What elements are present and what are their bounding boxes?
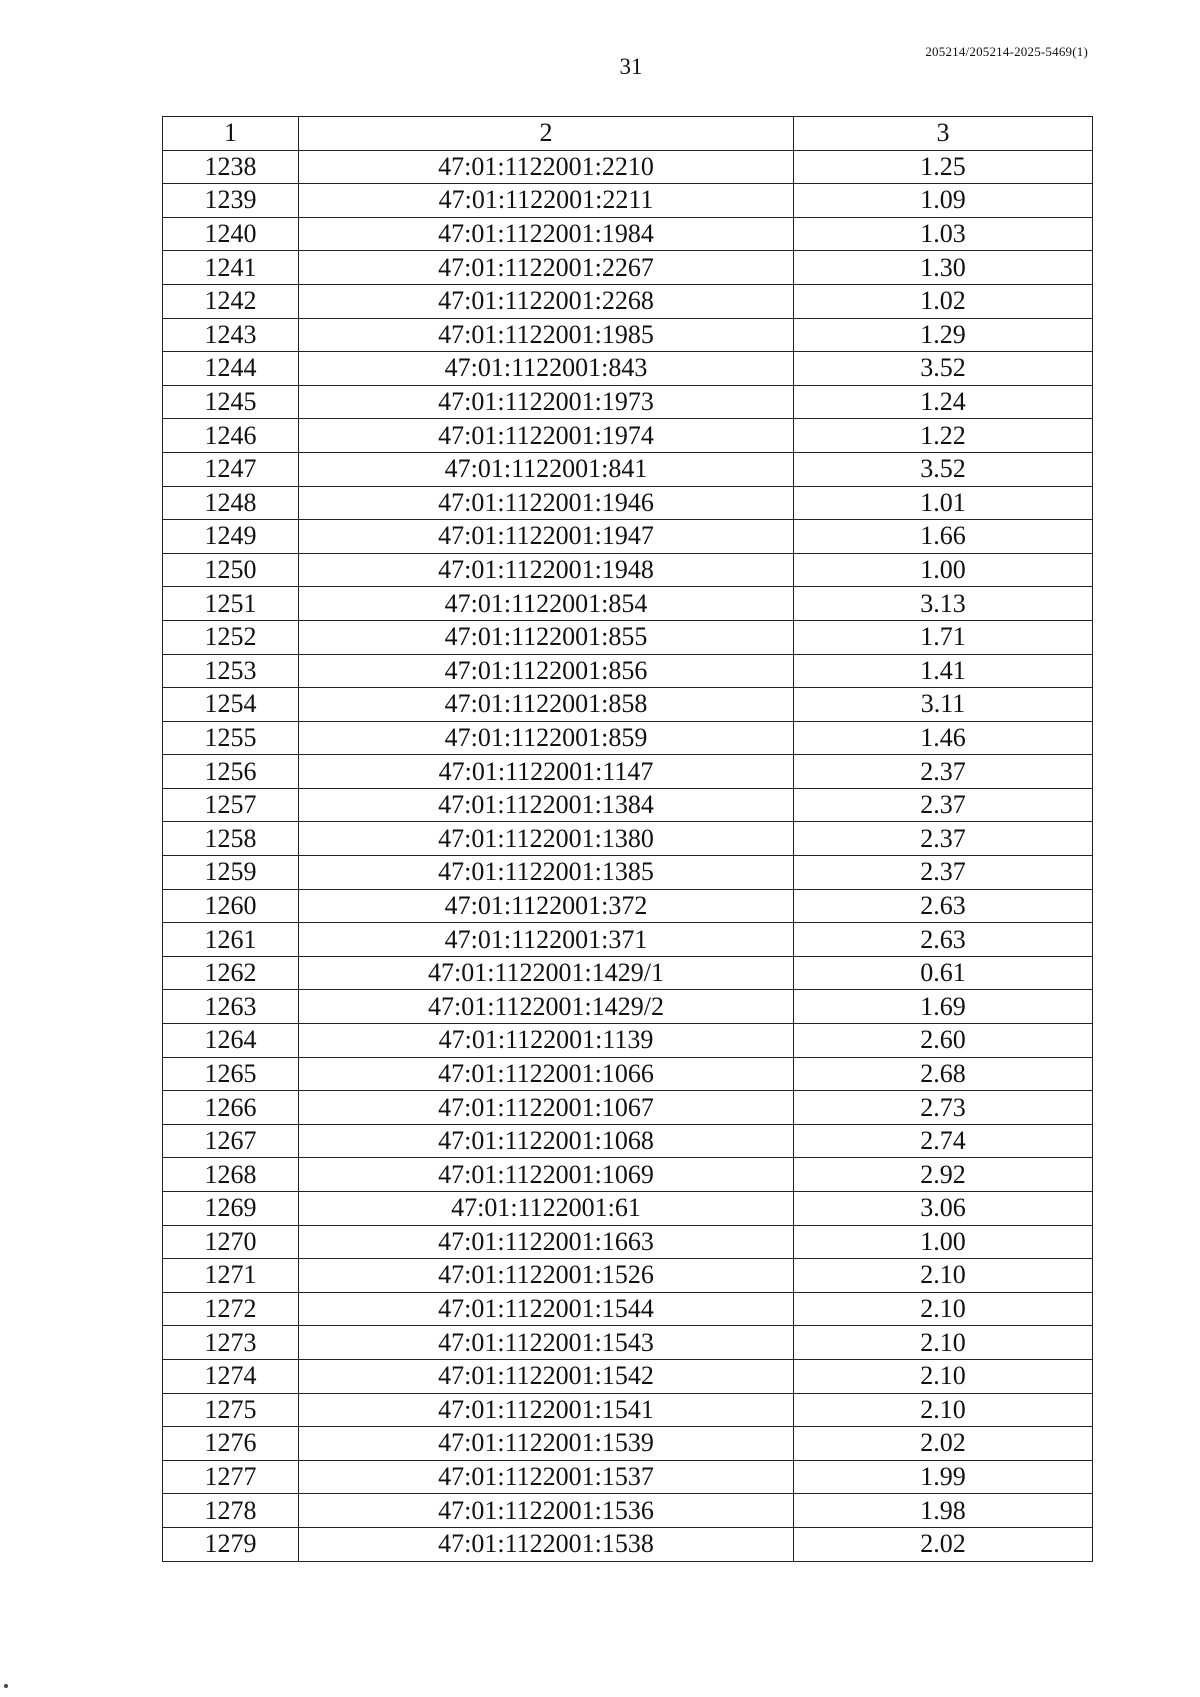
cadastral-number-cell: 47:01:1122001:1663 [299,1225,794,1259]
cadastral-number-cell: 47:01:1122001:2210 [299,150,794,184]
table-row [163,251,1093,285]
row-number-cell: 1242 [163,284,299,318]
row-number-cell: 1248 [163,486,299,520]
value-cell: 1.66 [794,520,1093,554]
value-cell: 3.52 [794,352,1093,386]
value-cell: 1.24 [794,385,1093,419]
column-header-2: 2 [299,117,794,151]
cadastral-number-cell: 47:01:1122001:1526 [299,1259,794,1293]
table-row [163,1225,1093,1259]
cadastral-number-cell: 47:01:1122001:1429/2 [299,990,794,1024]
value-cell: 3.52 [794,452,1093,486]
table-row [163,788,1093,822]
cadastral-number-cell: 47:01:1122001:1946 [299,486,794,520]
cadastral-number-cell: 47:01:1122001:371 [299,923,794,957]
cadastral-number-cell: 47:01:1122001:1537 [299,1460,794,1494]
table-row [163,1292,1093,1326]
row-number-cell: 1267 [163,1124,299,1158]
cadastral-number-cell: 47:01:1122001:1147 [299,755,794,789]
row-number-cell: 1251 [163,587,299,621]
row-number-cell: 1240 [163,217,299,251]
row-number-cell: 1268 [163,1158,299,1192]
row-number-cell: 1265 [163,1057,299,1091]
value-cell: 3.06 [794,1192,1093,1226]
value-cell: 1.71 [794,620,1093,654]
value-cell: 2.63 [794,889,1093,923]
row-number-cell: 1277 [163,1460,299,1494]
value-cell: 1.00 [794,553,1093,587]
row-number-cell: 1250 [163,553,299,587]
row-number-cell: 1254 [163,688,299,722]
row-number-cell: 1241 [163,251,299,285]
table-row [163,1326,1093,1360]
row-number-cell: 1249 [163,520,299,554]
table-row [163,184,1093,218]
value-cell: 2.37 [794,856,1093,890]
row-number-cell: 1243 [163,318,299,352]
cadastral-number-cell: 47:01:1122001:1984 [299,217,794,251]
value-cell: 2.68 [794,1057,1093,1091]
row-number-cell: 1259 [163,856,299,890]
row-number-cell: 1274 [163,1359,299,1393]
row-number-cell: 1257 [163,788,299,822]
row-number-cell: 1263 [163,990,299,1024]
column-header-1: 1 [163,117,299,151]
value-cell: 1.01 [794,486,1093,520]
table-header-row [163,117,1093,151]
value-cell: 1.46 [794,721,1093,755]
row-number-cell: 1247 [163,452,299,486]
cadastral-number-cell: 47:01:1122001:1384 [299,788,794,822]
table-row [163,856,1093,890]
value-cell: 2.37 [794,788,1093,822]
data-table [162,116,1093,1562]
row-number-cell: 1260 [163,889,299,923]
value-cell: 2.10 [794,1292,1093,1326]
table-row [163,385,1093,419]
page-number: 31 [619,54,643,79]
value-cell: 1.99 [794,1460,1093,1494]
cadastral-number-cell: 47:01:1122001:1068 [299,1124,794,1158]
row-number-cell: 1272 [163,1292,299,1326]
value-cell: 2.37 [794,822,1093,856]
table-row [163,654,1093,688]
row-number-cell: 1264 [163,1024,299,1058]
cadastral-number-cell: 47:01:1122001:1539 [299,1427,794,1461]
row-number-cell: 1273 [163,1326,299,1360]
value-cell: 2.10 [794,1326,1093,1360]
value-cell: 1.00 [794,1225,1093,1259]
table-row [163,1527,1093,1561]
value-cell: 1.29 [794,318,1093,352]
value-cell: 2.37 [794,755,1093,789]
value-cell: 3.11 [794,688,1093,722]
row-number-cell: 1275 [163,1393,299,1427]
cadastral-number-cell: 47:01:1122001:1947 [299,520,794,554]
cadastral-number-cell: 47:01:1122001:1544 [299,1292,794,1326]
row-number-cell: 1270 [163,1225,299,1259]
cadastral-number-cell: 47:01:1122001:1429/1 [299,956,794,990]
cadastral-number-cell: 47:01:1122001:1543 [299,1326,794,1360]
cadastral-number-cell: 47:01:1122001:61 [299,1192,794,1226]
table-row [163,419,1093,453]
table-row [163,1259,1093,1293]
value-cell: 2.02 [794,1427,1093,1461]
row-number-cell: 1245 [163,385,299,419]
row-number-cell: 1252 [163,620,299,654]
value-cell: 2.63 [794,923,1093,957]
table-row [163,721,1093,755]
table-row [163,990,1093,1024]
table-row [163,889,1093,923]
cadastral-number-cell: 47:01:1122001:854 [299,587,794,621]
cadastral-number-cell: 47:01:1122001:1948 [299,553,794,587]
table-row [163,1024,1093,1058]
row-number-cell: 1266 [163,1091,299,1125]
cadastral-number-cell: 47:01:1122001:1536 [299,1494,794,1528]
row-number-cell: 1238 [163,150,299,184]
cadastral-number-cell: 47:01:1122001:1067 [299,1091,794,1125]
table-row [163,352,1093,386]
cadastral-number-cell: 47:01:1122001:841 [299,452,794,486]
cadastral-number-cell: 47:01:1122001:1139 [299,1024,794,1058]
table-row [163,318,1093,352]
cadastral-number-cell: 47:01:1122001:2267 [299,251,794,285]
column-header-3: 3 [794,117,1093,151]
row-number-cell: 1239 [163,184,299,218]
row-number-cell: 1269 [163,1192,299,1226]
table-row [163,1192,1093,1226]
row-number-cell: 1278 [163,1494,299,1528]
table-row [163,1091,1093,1125]
cadastral-number-cell: 47:01:1122001:1985 [299,318,794,352]
value-cell: 2.73 [794,1091,1093,1125]
row-number-cell: 1256 [163,755,299,789]
cadastral-number-cell: 47:01:1122001:843 [299,352,794,386]
row-number-cell: 1253 [163,654,299,688]
table-row [163,1393,1093,1427]
value-cell: 1.09 [794,184,1093,218]
value-cell: 3.13 [794,587,1093,621]
value-cell: 1.02 [794,284,1093,318]
table-row [163,688,1093,722]
value-cell: 1.22 [794,419,1093,453]
row-number-cell: 1261 [163,923,299,957]
cadastral-number-cell: 47:01:1122001:1542 [299,1359,794,1393]
table-row [163,923,1093,957]
table-row [163,1158,1093,1192]
table-row [163,822,1093,856]
row-number-cell: 1262 [163,956,299,990]
value-cell: 1.69 [794,990,1093,1024]
cadastral-number-cell: 47:01:1122001:2211 [299,184,794,218]
cadastral-number-cell: 47:01:1122001:1974 [299,419,794,453]
value-cell: 1.41 [794,654,1093,688]
cadastral-number-cell: 47:01:1122001:2268 [299,284,794,318]
row-number-cell: 1258 [163,822,299,856]
value-cell: 1.03 [794,217,1093,251]
table-row [163,452,1093,486]
cadastral-number-cell: 47:01:1122001:1066 [299,1057,794,1091]
table-row [163,956,1093,990]
row-number-cell: 1244 [163,352,299,386]
cadastral-number-cell: 47:01:1122001:1541 [299,1393,794,1427]
table-row [163,1359,1093,1393]
table-row [163,284,1093,318]
cadastral-number-cell: 47:01:1122001:1069 [299,1158,794,1192]
value-cell: 0.61 [794,956,1093,990]
value-cell: 2.92 [794,1158,1093,1192]
table-row [163,486,1093,520]
value-cell: 2.74 [794,1124,1093,1158]
cadastral-number-cell: 47:01:1122001:856 [299,654,794,688]
table-row [163,1427,1093,1461]
table-row [163,755,1093,789]
value-cell: 1.25 [794,150,1093,184]
value-cell: 2.10 [794,1259,1093,1293]
value-cell: 2.10 [794,1393,1093,1427]
table-row [163,150,1093,184]
table-row [163,1057,1093,1091]
value-cell: 2.10 [794,1359,1093,1393]
cadastral-number-cell: 47:01:1122001:1385 [299,856,794,890]
value-cell: 1.30 [794,251,1093,285]
row-number-cell: 1255 [163,721,299,755]
row-number-cell: 1276 [163,1427,299,1461]
cadastral-number-cell: 47:01:1122001:859 [299,721,794,755]
cadastral-number-cell: 47:01:1122001:858 [299,688,794,722]
row-number-cell: 1271 [163,1259,299,1293]
table-row [163,1494,1093,1528]
value-cell: 2.60 [794,1024,1093,1058]
scan-speck [4,1684,8,1688]
table-body [163,150,1093,1561]
row-number-cell: 1279 [163,1527,299,1561]
table-row [163,1124,1093,1158]
cadastral-number-cell: 47:01:1122001:855 [299,620,794,654]
cadastral-number-cell: 47:01:1122001:1538 [299,1527,794,1561]
table-row [163,217,1093,251]
table-row [163,520,1093,554]
value-cell: 1.98 [794,1494,1093,1528]
table-row [163,1460,1093,1494]
table-row [163,587,1093,621]
value-cell: 2.02 [794,1527,1093,1561]
table-row [163,553,1093,587]
cadastral-number-cell: 47:01:1122001:1973 [299,385,794,419]
document-id: 205214/205214-2025-5469(1) [925,44,1088,59]
table-row [163,620,1093,654]
cadastral-number-cell: 47:01:1122001:372 [299,889,794,923]
cadastral-number-cell: 47:01:1122001:1380 [299,822,794,856]
row-number-cell: 1246 [163,419,299,453]
